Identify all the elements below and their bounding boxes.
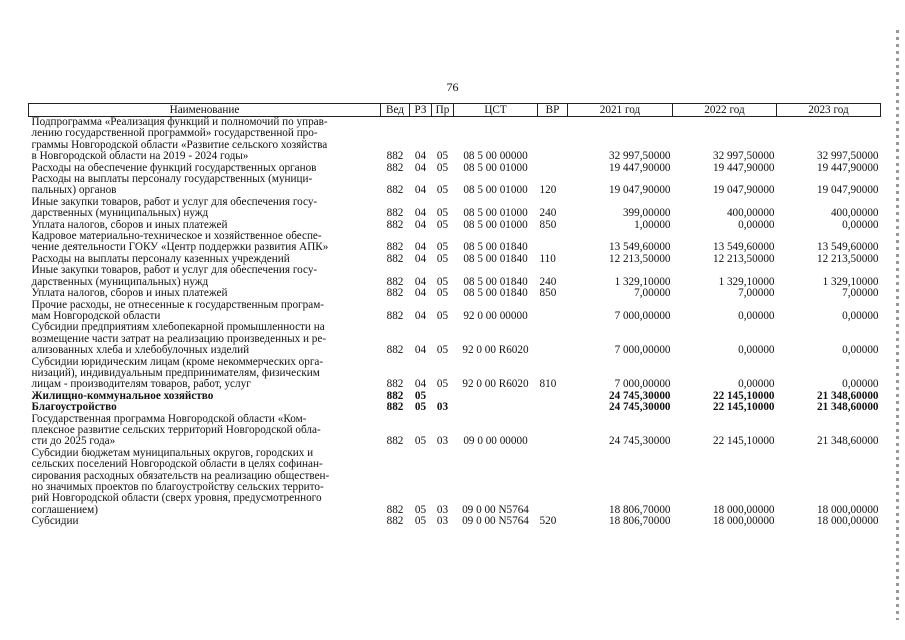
cell-pr: 05 [436,288,449,300]
table-row [29,322,881,356]
cell-2022: 1 329,10000 [718,275,775,288]
cell-vr: 110 [539,253,556,265]
header-name: Наименование [29,104,381,117]
cell-2021: 18 806,70000 [608,503,671,516]
cell-2022: 12 213,50000 [712,253,775,265]
table-row [29,254,881,265]
cell-rz: 04 [414,253,427,265]
cell-vr [538,402,568,413]
cell-vr: 850 [539,288,557,300]
header-ved: Вед [381,104,410,117]
budget-table [28,103,881,528]
cell-ved: 882 [386,253,404,265]
cell-ved: 882 [386,207,404,220]
cell-rz: 04 [414,241,427,254]
cell-2021: 7 000,00000 [614,344,671,357]
cell-2022: 22 145,10000 [712,435,775,448]
cell-rz: 04 [414,162,427,174]
cell-cst: 08 5 00 01840 [463,288,528,300]
cell-ved: 882 [386,150,404,163]
cell-name: Подпрограмма «Реализация функций и полномочий по управ- лению государственной программой» государственной про- граммы Новгородской области «Развитие сельского хозяйства в Новгородской области на 2019 - 2024 годы» [31,116,328,163]
header-2023: 2023 год [777,104,881,117]
table-row [29,414,881,448]
cell-ved: 882 [386,390,404,402]
table-row [29,117,881,163]
cell-name: Иные закупки товаров, работ и услуг для обеспечения госу- дарственных (муниципальных) нужд [31,265,318,288]
cell-name: Уплата налогов, сборов и иных платежей [31,219,228,231]
cell-name: Расходы на выплаты персоналу государственных (муници- пальных) органов [31,174,313,197]
cell-vr: 120 [539,184,557,197]
cell-2022: 13 549,60000 [712,241,775,254]
cell-2022: 0,00000 [738,309,775,322]
page-number: 76 [446,80,459,94]
table-row [29,174,881,197]
cell-2023: 0,00000 [842,378,879,391]
cell-pr: 05 [436,184,449,197]
cell-2021: 12 213,50000 [608,253,671,265]
cell-2023: 13 549,60000 [816,241,879,254]
cell-cst: 08 5 00 01840 [463,241,528,254]
cell-2021: 1,00000 [634,219,671,231]
cell-vr [538,163,568,174]
cell-pr: 05 [436,378,449,391]
cell-rz: 05 [414,503,427,516]
table-row [29,197,881,220]
cell-pr [432,391,454,402]
cell-2023: 0,00000 [842,309,879,322]
cell-2021: 18 806,70000 [608,516,671,528]
cell-vr: 520 [539,516,557,528]
header-2021: 2021 год [568,104,673,117]
cell-pr: 03 [436,516,449,528]
cell-vr [538,322,568,356]
table-row [29,163,881,174]
cell-pr: 05 [436,275,449,288]
cell-vr: 850 [539,219,557,231]
cell-name: Субсидии предприятиям хлебопекарной промышленности на возмещение части затрат на реализацию произведенных и ре- ализованных хлеба и хлебобулочных изделий [31,322,327,357]
cell-cst: 09 0 00 00000 [463,435,528,448]
header-2022: 2022 год [673,104,777,117]
cell-vr: 240 [539,275,557,288]
cell-2023: 18 000,00000 [816,516,879,528]
cell-2021: 24 745,30000 [608,402,671,414]
cell-2023: 18 000,00000 [816,503,879,516]
cell-pr: 05 [436,344,449,357]
cell-cst: 08 5 00 01840 [463,275,528,288]
cell-rz: 05 [414,402,427,414]
cell-2023: 21 348,60000 [816,390,879,402]
scan-edge-decoration [896,30,899,620]
cell-2022: 0,00000 [738,219,775,231]
cell-2021: 19 447,90000 [608,162,671,174]
cell-ved: 882 [386,241,404,254]
cell-2023: 19 447,90000 [816,162,879,174]
cell-name: Субсидии юридическим лицам (кроме некоммерческих орга- низаций), индивидуальным предпринимателям, физическим лицам - производителям товаров, работ, услуг [31,356,324,391]
cell-ved: 882 [386,402,404,414]
cell-ved: 882 [386,516,404,528]
cell-2022: 18 000,00000 [712,516,775,528]
table-row [29,391,881,402]
cell-2023: 400,00000 [830,207,879,220]
cell-cst: 08 5 00 01000 [463,219,528,231]
cell-rz: 04 [414,184,427,197]
cell-cst: 92 0 00 R6020 [462,378,529,391]
cell-pr: 05 [436,162,449,174]
cell-cst: 92 0 00 00000 [463,309,528,322]
cell-rz: 04 [414,275,427,288]
cell-name: Субсидии бюджетам муниципальных округов, городских и сельских поселений Новгородской области в целях софинан- сирования расходных обязательств на реализацию обществен- но значимых проектов по благоустройству сельских террито- рий Новгородской области (сверх уровня, предусмотренного соглашением) [31,447,330,516]
cell-name: Уплата налогов, сборов и иных платежей [31,288,228,300]
cell-rz: 05 [414,516,427,528]
cell-pr: 03 [436,402,449,414]
cell-cst: 08 5 00 01000 [463,207,528,220]
cell-cst: 08 5 00 01000 [463,184,528,197]
cell-2022: 19 047,90000 [712,184,775,197]
cell-2023: 0,00000 [842,344,879,357]
cell-cst: 09 0 00 N5764 [462,503,529,516]
cell-cst: 08 5 00 00000 [463,150,528,163]
cell-name: Субсидии [31,516,79,528]
cell-rz: 04 [414,288,427,300]
cell-vr [538,448,568,516]
table-row [29,402,881,413]
cell-name: Жилищно-коммунальное хозяйство [31,390,214,402]
cell-rz: 04 [414,219,427,231]
cell-pr: 05 [436,150,449,163]
cell-pr: 03 [436,435,449,448]
cell-vr: 240 [539,207,557,220]
cell-2023: 7,00000 [842,288,879,300]
cell-2021: 7 000,00000 [614,378,671,391]
cell-pr: 05 [436,219,449,231]
table-body [29,117,881,528]
cell-2021: 399,00000 [622,207,671,220]
cell-cst: 92 0 00 R6020 [462,344,529,357]
cell-name: Кадровое материально-техническое и хозяйственное обеспе- чение деятельности ГОКУ «Центр поддержки развития АПК» [31,231,329,254]
cell-vr [538,231,568,254]
cell-ved: 882 [386,378,404,391]
table-header-row [29,104,881,117]
cell-vr: 810 [539,378,557,391]
cell-2023: 12 213,50000 [816,253,879,265]
cell-ved: 882 [386,309,404,322]
cell-ved: 882 [386,162,404,174]
table-row [29,220,881,231]
cell-2021: 32 997,50000 [608,150,671,163]
table-row [29,231,881,254]
cell-2022: 22 145,10000 [712,390,775,402]
cell-rz: 04 [414,150,427,163]
cell-vr [538,117,568,163]
cell-rz: 04 [414,378,427,391]
cell-ved: 882 [386,184,404,197]
cell-2021: 1 329,10000 [614,275,671,288]
cell-pr: 05 [436,309,449,322]
cell-2023: 0,00000 [842,219,879,231]
cell-2023: 19 047,90000 [816,184,879,197]
cell-rz: 04 [414,309,427,322]
cell-2022: 0,00000 [738,344,775,357]
cell-name: Расходы на выплаты персоналу казенных учреждений [31,253,290,265]
cell-2022: 22 145,10000 [712,402,775,414]
header-vr: ВР [538,104,568,117]
cell-ved: 882 [386,344,404,357]
cell-2021: 7 000,00000 [614,309,671,322]
cell-2023: 21 348,60000 [816,402,879,414]
cell-vr [538,300,568,323]
cell-rz: 04 [414,344,427,357]
cell-2022: 32 997,50000 [712,150,775,163]
table-row [29,265,881,288]
cell-vr [538,414,568,448]
cell-name: Государственная программа Новгородской области «Ком- плексное развитие сельских территорий Новгородской обла- сти до 2025 года» [31,413,321,448]
table-row [29,357,881,391]
cell-2023: 32 997,50000 [816,150,879,163]
cell-ved: 882 [386,288,404,300]
cell-2022: 18 000,00000 [712,503,775,516]
cell-name: Прочие расходы, не отнесенные к государственным програм- мам Новгородской области [31,299,325,322]
cell-pr: 03 [436,503,449,516]
cell-ved: 882 [386,219,404,231]
cell-name: Благоустройство [31,402,117,414]
cell-2021: 7,00000 [634,288,671,300]
table-row [29,516,881,527]
header-rz: РЗ [410,104,432,117]
cell-2022: 400,00000 [726,207,775,220]
cell-2022: 7,00000 [738,288,775,300]
cell-cst: 08 5 00 01840 [463,253,528,265]
cell-2021: 24 745,30000 [608,435,671,448]
table-row [29,288,881,299]
cell-cst: 08 5 00 01000 [463,162,528,174]
cell-2023: 21 348,60000 [816,435,879,448]
cell-ved: 882 [386,503,404,516]
cell-2022: 19 447,90000 [712,162,775,174]
cell-rz: 05 [414,390,427,402]
cell-cst: 09 0 00 N5764 [462,516,529,528]
cell-name: Иные закупки товаров, работ и услуг для обеспечения госу- дарственных (муниципальных) нужд [31,196,318,220]
cell-ved: 882 [386,435,404,448]
cell-2022: 0,00000 [738,378,775,391]
cell-rz: 05 [414,435,427,448]
cell-pr: 05 [436,207,449,220]
cell-pr: 05 [436,241,449,254]
table-row [29,448,881,516]
cell-2021: 24 745,30000 [608,390,671,402]
table-row [29,300,881,323]
cell-cst [454,402,538,413]
cell-2021: 13 549,60000 [608,241,671,254]
cell-2023: 1 329,10000 [822,275,879,288]
cell-name: Расходы на обеспечение функций государственных органов [31,162,317,174]
cell-2021: 19 047,90000 [608,184,671,197]
cell-ved: 882 [386,275,404,288]
header-cst: ЦСТ [454,104,538,117]
cell-cst [454,391,538,402]
cell-rz: 04 [414,207,427,220]
header-pr: Пр [432,104,454,117]
cell-pr: 05 [436,253,449,265]
cell-vr [538,391,568,402]
